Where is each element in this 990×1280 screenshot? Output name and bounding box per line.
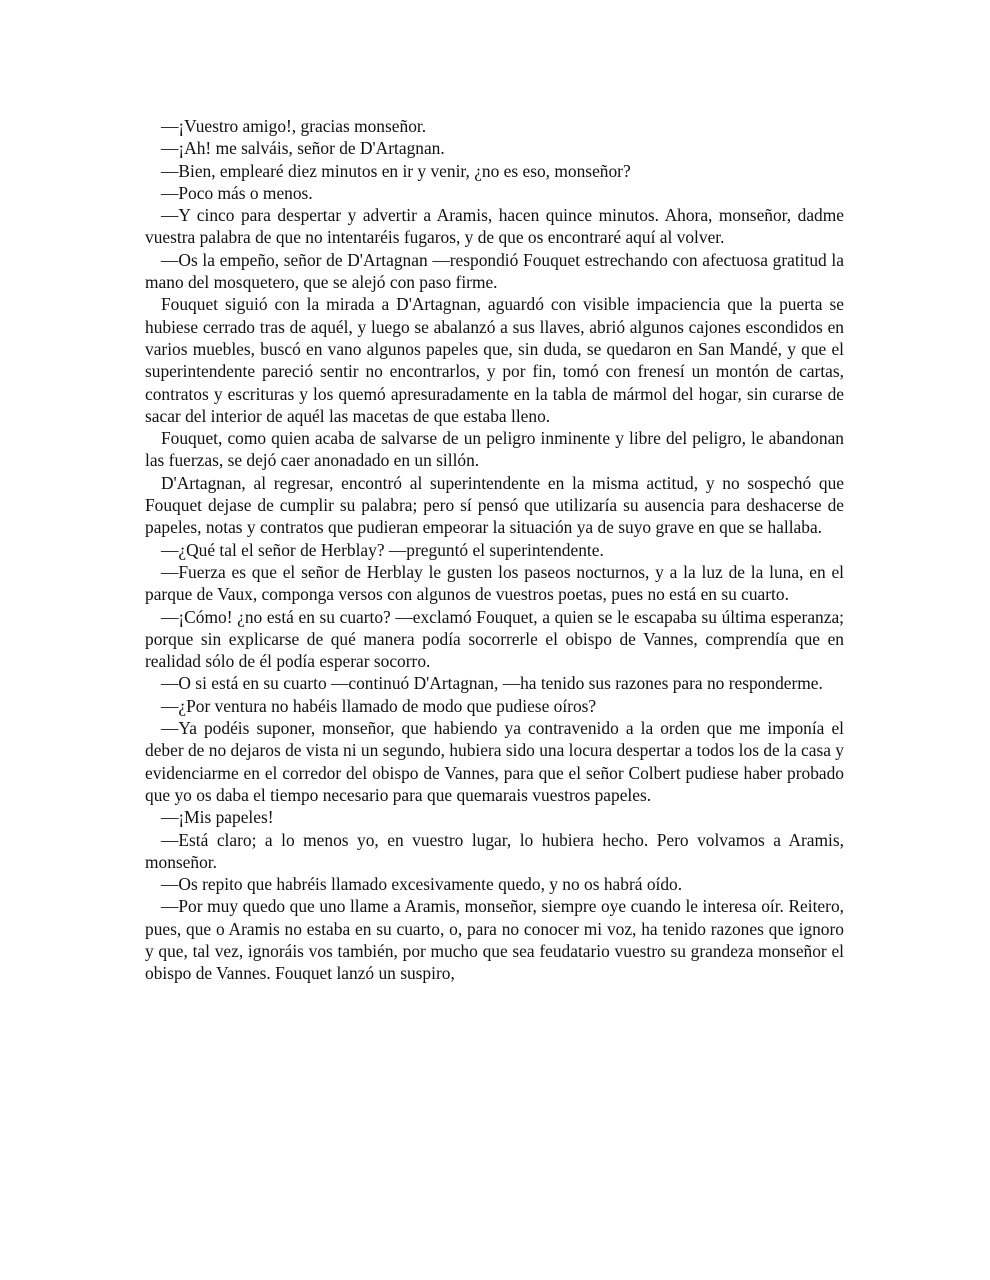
paragraph: —¡Cómo! ¿no está en su cuarto? —exclamó Fouquet, a quien se le escapaba su última esperanza; porque sin explicarse de qué manera podía socorrerle el obispo de Vannes, comprendía que en realidad sólo de él podía esperar socorro.	[145, 606, 844, 672]
paragraph: —Os repito que habréis llamado excesivamente quedo, y no os habrá oído.	[161, 874, 683, 895]
paragraph: —Ya podéis suponer, monseñor, que habiendo ya contravenido a la orden que me imponía el deber de no dejaros de vista ni un segundo, hubiera sido una locura despertar a todos los de la casa y evidenciarme en el corredor del obispo de Vannes, para que el señor Colbert pudiese haber probado que yo os daba el tiempo necesario para que quemarais vuestros papeles.	[145, 718, 844, 805]
paragraph: —¡Mis papeles!	[161, 807, 274, 828]
paragraph: —Por muy quedo que uno llame a Aramis, monseñor, siempre oye cuando le interesa oír. Reitero, pues, que o Aramis no estaba en su cuarto, o, para no conocer mi voz, ha tenido razones que ignoro y que, tal vez, ignoráis vos también, por mucho que sea feudatario vuestro su grandeza monseñor el obispo de Vannes. Fouquet lanzó un suspiro,	[145, 896, 844, 984]
paragraph: Fouquet siguió con la mirada a D'Artagnan, aguardó con visible impaciencia que la puerta se hubiese cerrado tras de aquél, y luego se abalanzó a sus llaves, abrió algunos cajones escondidos en varios muebles, buscó en vano algunos papeles que, sin duda, se quedaron en San Mandé, y que el superintendente pareció sentir no encontrarlos, y por fin, tomó con frenesí un montón de cartas, contratos y escrituras y los quemó apresuradamente en la tabla de mármol del hogar, sin curarse de sacar del interior de aquél las macetas de que estaba lleno.	[145, 294, 844, 426]
page-body	[145, 115, 844, 985]
paragraph: —Fuerza es que el señor de Herblay le gusten los paseos nocturnos, y a la luz de la luna, en el parque de Vaux, componga versos con algunos de vuestros poetas, pues no está en su cuarto.	[145, 561, 844, 605]
paragraph: —Os la empeño, señor de D'Artagnan —respondió Fouquet estrechando con afectuosa gratitud la mano del mosquetero, que se alejó con paso firme.	[145, 249, 844, 293]
paragraph: —Está claro; a lo menos yo, en vuestro lugar, lo hubiera hecho. Pero volvamos a Aramis, monseñor.	[145, 829, 844, 872]
paragraph: —¡Vuestro amigo!, gracias monseñor.	[161, 116, 427, 136]
paragraph: D'Artagnan, al regresar, encontró al superintendente en la misma actitud, y no sospechó que Fouquet dejase de cumplir su palabra; pero sí pensó que utilizaría su ausencia para deshacerse de papeles, notas y contratos que pudieran empeorar la situación ya de suyo grave en que se hallaba.	[145, 472, 844, 538]
paragraph: —Y cinco para despertar y advertir a Aramis, hacen quince minutos. Ahora, monseñor, dadme vuestra palabra de que no intentaréis fugaros, y de que os encontraré aquí al volver.	[145, 205, 844, 248]
paragraph: —O si está en su cuarto —continuó D'Artagnan, —ha tenido sus razones para no responderme.	[161, 673, 823, 694]
paragraph: —Poco más o menos.	[161, 182, 313, 203]
paragraph: Fouquet, como quien acaba de salvarse de un peligro inminente y libre del peligro, le abandonan las fuerzas, se dejó caer anonadado en un sillón.	[145, 428, 844, 471]
paragraph: —¡Ah! me salváis, señor de D'Artagnan.	[161, 138, 445, 159]
paragraph: —¿Qué tal el señor de Herblay? —preguntó el superintendente.	[161, 539, 604, 560]
paragraph: —Bien, emplearé diez minutos en ir y venir, ¿no es eso, monseñor?	[161, 160, 631, 181]
paragraph: —¿Por ventura no habéis llamado de modo que pudiese oíros?	[161, 695, 597, 716]
